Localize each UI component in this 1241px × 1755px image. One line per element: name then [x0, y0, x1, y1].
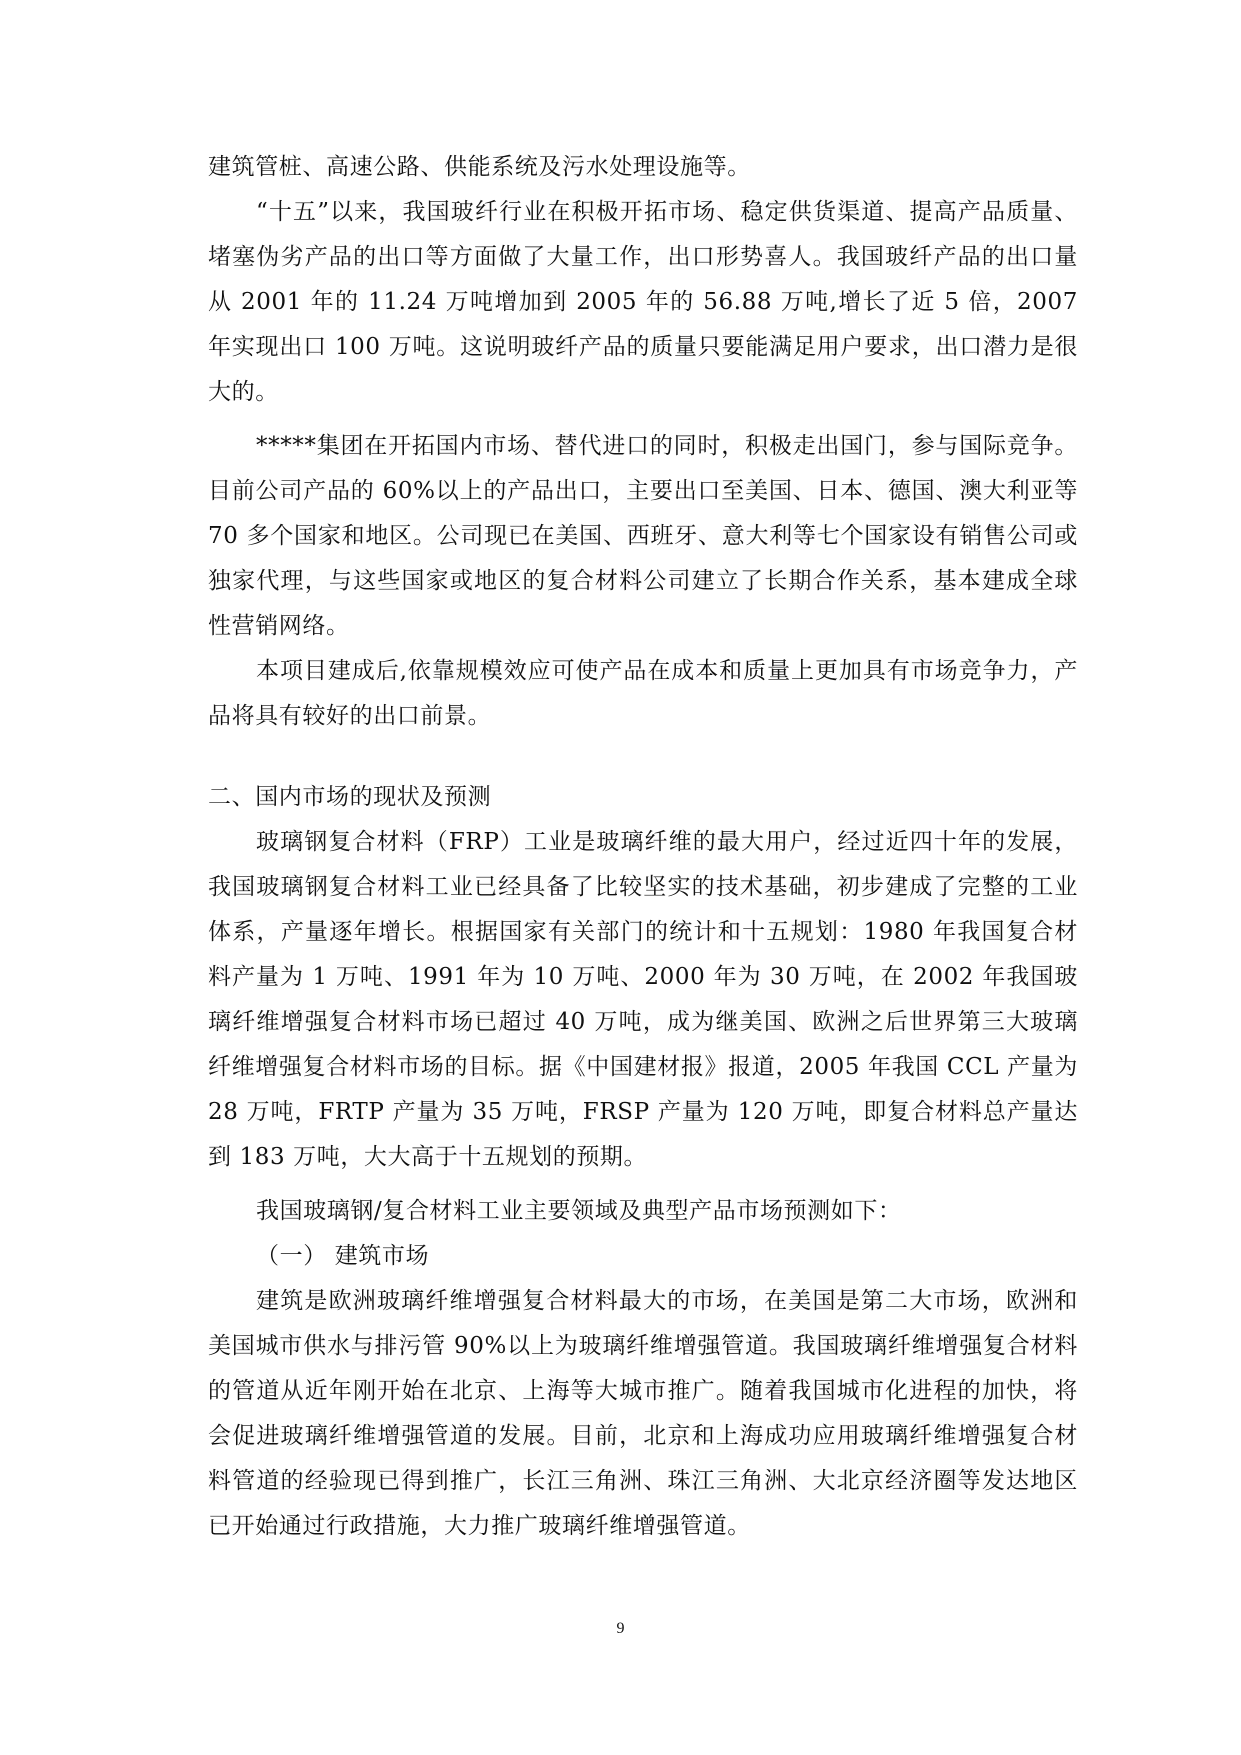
paragraph-continuation: 建筑管桩、高速公路、供能系统及污水处理设施等。	[208, 154, 751, 180]
document-body	[208, 145, 1078, 1549]
section-heading-domestic-market: 二、国内市场的现状及预测	[208, 784, 492, 810]
paragraph-export-growth: “十五”以来，我国玻纤行业在积极开拓市场、稳定供货渠道、提高产品质量、堵塞伪劣产品的出口等方面做了大量工作，出口形势喜人。我国玻纤产品的出口量从 2001 年的 11.24 万吨增加到 2005 年的 56.88 万吨,增长了近 5 倍，2007 年实现出口 100 万吨。这说明玻纤产品的质量只要能满足用户要求，出口潜力是很大的。	[208, 199, 1078, 405]
subheading-construction-market: （一） 建筑市场	[256, 1243, 430, 1269]
paragraph-construction-pipes: 建筑是欧洲玻璃纤维增强复合材料最大的市场，在美国是第二大市场，欧洲和美国城市供水与排污管 90%以上为玻璃纤维增强管道。我国玻璃纤维增强复合材料的管道从近年刚开始在北京、上海等大城市推广。随着我国城市化进程的加快，将会促进玻璃纤维增强管道的发展。目前，北京和上海成功应用玻璃纤维增强复合材料管道的经验现已得到推广，长江三角洲、珠江三角洲、大北京经济圈等发达地区已开始通过行政措施，大力推广玻璃纤维增强管道。	[208, 1288, 1078, 1539]
paragraph-group-overseas: *****集团在开拓国内市场、替代进口的同时，积极走出国门，参与国际竞争。目前公司产品的 60%以上的产品出口，主要出口至美国、日本、德国、澳大利亚等 70 多个国家和地区。公司现已在美国、西班牙、意大利等七个国家设有销售公司或独家代理，与这些国家或地区的复合材料公司建立了长期合作关系，基本建成全球性营销网络。	[208, 433, 1078, 639]
paragraph-forecast-intro: 我国玻璃钢/复合材料工业主要领域及典型产品市场预测如下：	[256, 1198, 902, 1224]
paragraph-frp-industry: 玻璃钢复合材料（FRP）工业是玻璃纤维的最大用户，经过近四十年的发展，我国玻璃钢复合材料工业已经具备了比较坚实的技术基础，初步建成了完整的工业体系，产量逐年增长。根据国家有关部门的统计和十五规划：1980 年我国复合材料产量为 1 万吨、1991 年为 10 万吨、2000 年为 30 万吨，在 2002 年我国玻璃纤维增强复合材料市场已超过 40 万吨，成为继美国、欧洲之后世界第三大玻璃纤维增强复合材料市场的目标。据《中国建材报》报道，2005 年我国 CCL 产量为 28 万吨，FRTP 产量为 35 万吨，FRSP 产量为 120 万吨，即复合材料总产量达到 183 万吨，大大高于十五规划的预期。	[208, 829, 1078, 1170]
paragraph-project-outlook: 本项目建成后,依靠规模效应可使产品在成本和质量上更加具有市场竞争力，产品将具有较好的出口前景。	[208, 658, 1078, 729]
page-number: 9	[616, 1620, 625, 1637]
